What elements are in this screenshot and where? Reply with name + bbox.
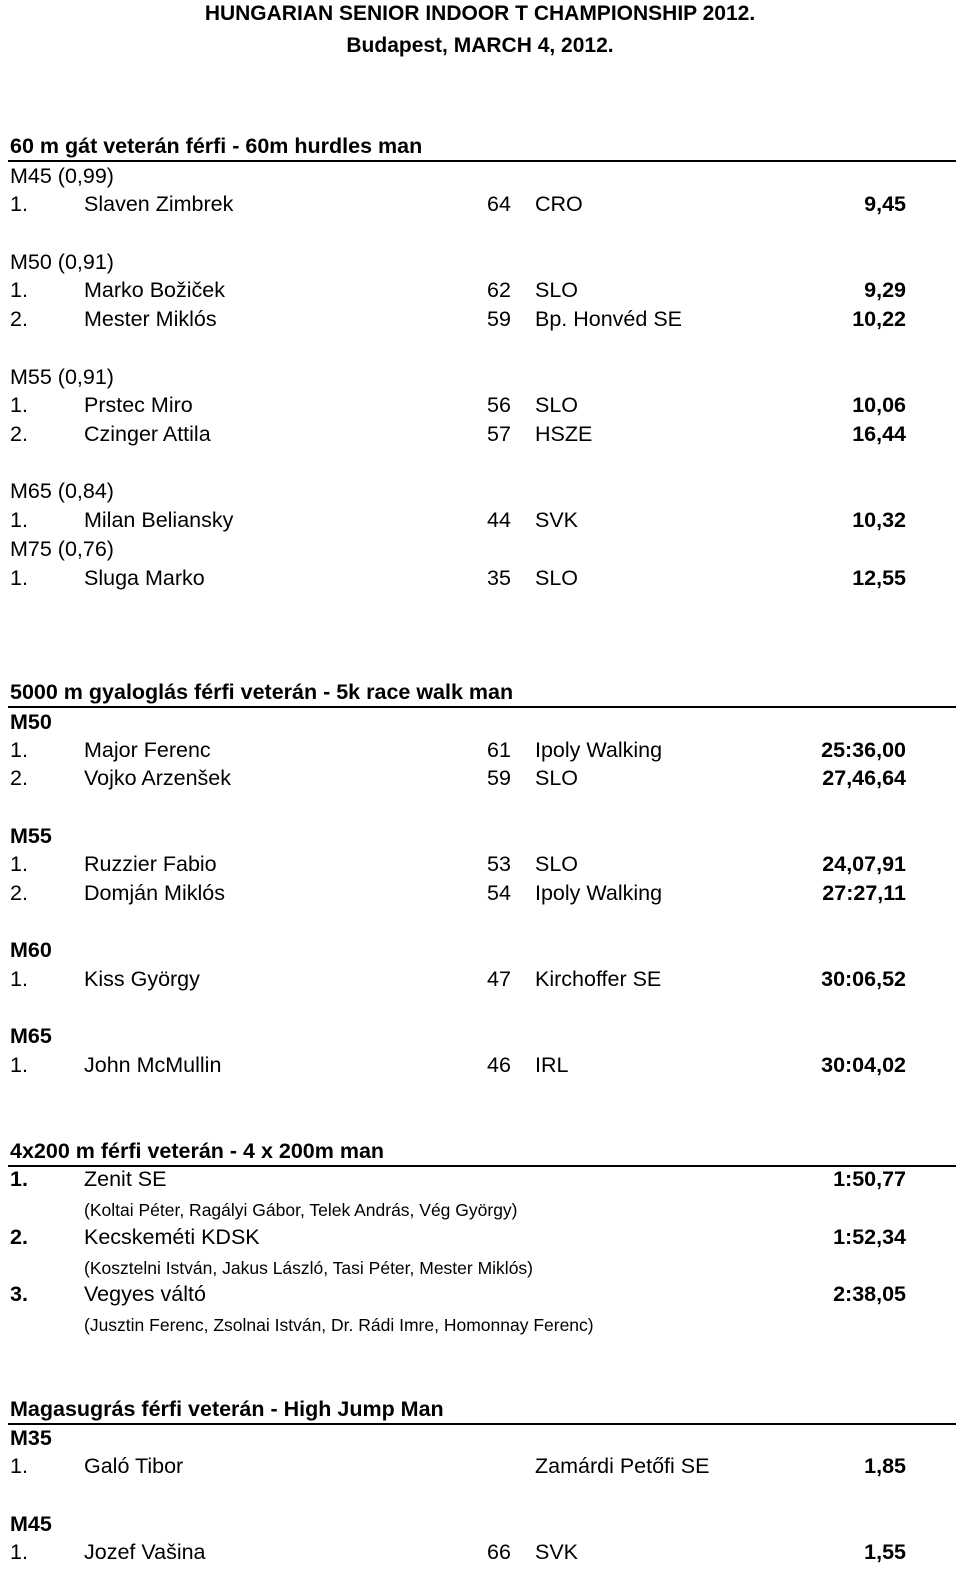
result: 1,55 [864, 1540, 906, 1564]
result-row [0, 1454, 960, 1482]
birth-year: 53 [487, 852, 511, 876]
result: 1:50,77 [833, 1167, 906, 1191]
section-divider [8, 1423, 956, 1425]
birth-year: 47 [487, 967, 511, 991]
athlete-name: Major Ferenc [84, 738, 211, 762]
place: 1. [10, 852, 28, 876]
athlete-name: John McMullin [84, 1053, 222, 1077]
place: 2. [10, 307, 28, 331]
result-row [0, 307, 960, 335]
place: 2. [10, 766, 28, 790]
result-row [0, 192, 960, 220]
relay-row [0, 1282, 960, 1310]
place: 1. [10, 1053, 28, 1077]
place: 1. [10, 967, 28, 991]
athlete-name: Domján Miklós [84, 881, 225, 905]
birth-year: 35 [487, 566, 511, 590]
section-title-walk: 5000 m gyaloglás férfi veterán - 5k race walk man [10, 680, 514, 704]
birth-year: 57 [487, 422, 511, 446]
club: Bp. Honvéd SE [535, 307, 683, 331]
team-name: Vegyes váltó [84, 1282, 206, 1306]
athlete-name: Prstec Miro [84, 393, 193, 417]
result-row [0, 393, 960, 421]
athlete-name: Jozef Vašina [84, 1540, 206, 1564]
category-label: M50 [10, 710, 52, 734]
place: 1. [10, 566, 28, 590]
athlete-name: Marko Božiček [84, 278, 225, 302]
place: 1. [10, 278, 28, 302]
place: 1. [10, 1540, 28, 1564]
club: SLO [535, 278, 579, 302]
result: 10,22 [852, 307, 906, 331]
result: 24,07,91 [822, 852, 906, 876]
place: 2. [10, 881, 28, 905]
section-divider [8, 160, 956, 162]
place: 1. [10, 1454, 28, 1478]
birth-year: 56 [487, 393, 511, 417]
category-label: M65 (0,84) [10, 479, 114, 503]
club: SVK [535, 1540, 579, 1564]
place: 3. [10, 1282, 28, 1306]
relay-row [0, 1225, 960, 1253]
category-label: M55 [10, 824, 52, 848]
birth-year: 59 [487, 766, 511, 790]
category-label: M35 [10, 1426, 52, 1450]
athlete-name: Czinger Attila [84, 422, 211, 446]
birth-year: 44 [487, 508, 511, 532]
athlete-name: Slaven Zimbrek [84, 192, 234, 216]
result-row [0, 1053, 960, 1081]
team-members: (Jusztin Ferenc, Zsolnai István, Dr. Rádi Imre, Homonnay Ferenc) [84, 1315, 594, 1335]
result-row [0, 1540, 960, 1568]
result: 27,46,64 [822, 766, 906, 790]
category-label: M50 (0,91) [10, 250, 114, 274]
athlete-name: Sluga Marko [84, 566, 205, 590]
result-row [0, 422, 960, 450]
birth-year: 61 [487, 738, 511, 762]
result: 12,55 [852, 566, 906, 590]
category-label: M55 (0,91) [10, 365, 114, 389]
place: 1. [10, 738, 28, 762]
place: 2. [10, 422, 28, 446]
athlete-name: Mester Miklós [84, 307, 217, 331]
result-row [0, 881, 960, 909]
result: 2:38,05 [833, 1282, 906, 1306]
club: HSZE [535, 422, 593, 446]
team-members: (Kosztelni István, Jakus László, Tasi Péter, Mester Miklós) [84, 1258, 534, 1278]
birth-year: 59 [487, 307, 511, 331]
place: 1. [10, 508, 28, 532]
result-row [0, 852, 960, 880]
result-row [0, 278, 960, 306]
result-row [0, 508, 960, 536]
club: Ipoly Walking [535, 738, 663, 762]
category-label: M45 (0,99) [10, 164, 114, 188]
club: SVK [535, 508, 579, 532]
result: 10,32 [852, 508, 906, 532]
birth-year: 54 [487, 881, 511, 905]
birth-year: 64 [487, 192, 511, 216]
club: SLO [535, 766, 579, 790]
result: 27:27,11 [822, 881, 906, 905]
result-row [0, 738, 960, 766]
team-name: Zenit SE [84, 1167, 167, 1191]
club: SLO [535, 566, 579, 590]
athlete-name: Kiss György [84, 967, 200, 991]
athlete-name: Ruzzier Fabio [84, 852, 217, 876]
result-row [0, 766, 960, 794]
club: Kirchoffer SE [535, 967, 662, 991]
club: SLO [535, 393, 579, 417]
result: 9,45 [864, 192, 906, 216]
athlete-name: Vojko Arzenšek [84, 766, 232, 790]
birth-year: 66 [487, 1540, 511, 1564]
result: 10,06 [852, 393, 906, 417]
category-label: M60 [10, 938, 52, 962]
result: 25:36,00 [821, 738, 906, 762]
result-row [0, 566, 960, 594]
team-name: Kecskeméti KDSK [84, 1225, 260, 1249]
place: 1. [10, 1167, 28, 1191]
page-subtitle: Budapest, MARCH 4, 2012. [346, 34, 614, 57]
club: Ipoly Walking [535, 881, 663, 905]
club: CRO [535, 192, 583, 216]
birth-year: 62 [487, 278, 511, 302]
category-label: M65 [10, 1024, 52, 1048]
result: 1,85 [864, 1454, 906, 1478]
category-label: M45 [10, 1512, 52, 1536]
result: 30:04,02 [821, 1053, 906, 1077]
athlete-name: Galó Tibor [84, 1454, 184, 1478]
place: 1. [10, 393, 28, 417]
place: 1. [10, 192, 28, 216]
page-title: HUNGARIAN SENIOR INDOOR T CHAMPIONSHIP 2012. [204, 2, 756, 25]
club: SLO [535, 852, 579, 876]
club: IRL [535, 1053, 569, 1077]
section-title-hurdles: 60 m gát veterán férfi - 60m hurdles man [10, 134, 423, 158]
section-divider [8, 706, 956, 708]
team-members: (Koltai Péter, Ragályi Gábor, Telek András, Vég György) [84, 1200, 518, 1220]
place: 2. [10, 1225, 28, 1249]
category-label: M75 (0,76) [10, 537, 114, 561]
club: Zamárdi Petőfi SE [535, 1454, 710, 1478]
result: 9,29 [864, 278, 906, 302]
result: 16,44 [852, 422, 906, 446]
athlete-name: Milan Beliansky [84, 508, 234, 532]
section-title-relay: 4x200 m férfi veterán - 4 x 200m man [10, 1139, 385, 1163]
result: 30:06,52 [821, 967, 906, 991]
result-row [0, 967, 960, 995]
section-title-highjump: Magasugrás férfi veterán - High Jump Man [10, 1397, 444, 1421]
result: 1:52,34 [833, 1225, 906, 1249]
relay-row [0, 1167, 960, 1195]
birth-year: 46 [487, 1053, 511, 1077]
